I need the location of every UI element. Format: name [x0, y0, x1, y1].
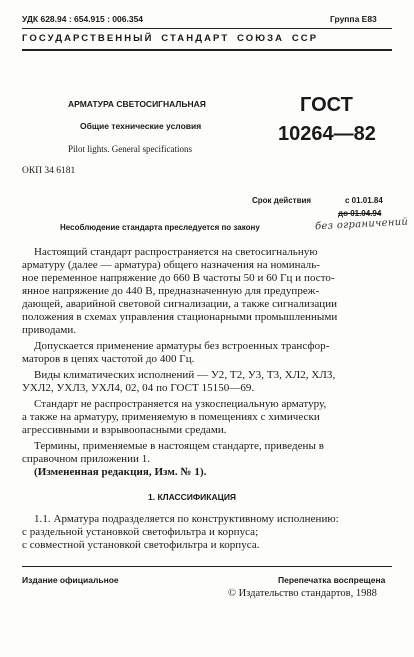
okp-code: ОКП 34 6181 [22, 166, 76, 176]
footer-rule [22, 566, 392, 567]
section-line: с раздельной установкой светофильтра и корпуса; [22, 526, 259, 538]
state-standard-banner: ГОСУДАРСТВЕННЫЙ СТАНДАРТ СОЮЗА ССР [22, 33, 319, 44]
validity-label: Срок действия [252, 196, 312, 205]
body-line: ное переменное напряжение до 660 В частоты 50 и 60 Гц и посто- [22, 272, 335, 284]
group-code: Группа Е83 [330, 14, 377, 24]
section-line: с совместной установкой светофильтра и корпуса. [22, 539, 260, 551]
body-line: а также на арматуру, применяемую в помещениях с химически [22, 411, 320, 423]
header-top-rule [22, 28, 392, 29]
document-subtitle: Общие технические условия [80, 121, 202, 131]
body-line: Стандарт не распространяется на узкоспециальную арматуру, [34, 398, 327, 410]
copyright-line: © Издательство стандартов, 1988 [228, 588, 377, 599]
body-line: справочном приложении 1. [22, 453, 151, 465]
edition-note: (Измененная редакция, Изм. № 1). [34, 466, 207, 478]
body-line: агрессивными и взрывоопасными средами. [22, 424, 227, 436]
validity-from: с 01.01.84 [345, 196, 383, 205]
gost-label: ГОСТ [300, 94, 353, 116]
body-line: УХЛ2, УХЛ3, УХЛ4, 02, 04 по ГОСТ 15150—69. [22, 382, 255, 394]
body-line: Виды климатических исполнений — У2, Т2, У3, Т3, ХЛ2, ХЛ3, [34, 369, 336, 381]
english-title: Pilot lights. General specifications [68, 144, 192, 154]
body-line: Допускается применение арматуры без встроенных трансфор- [34, 340, 330, 352]
handwritten-note: без ограничений [314, 216, 409, 233]
validity-to-struck: до 01.04.94 [338, 209, 382, 218]
gost-number: 10264—82 [278, 123, 376, 145]
header-bottom-rule [22, 49, 392, 51]
body-line: дающей, аварийной световой сигнализации, а также сигнализации [22, 298, 338, 310]
body-line: приводами. [22, 324, 77, 336]
udc-code: УДК 628.94 : 654.915 : 006.354 [22, 14, 144, 24]
body-line: Термины, применяемые в настоящем стандарте, приведены в [34, 440, 324, 452]
body-line: маторов в цепях частотой до 400 Гц. [22, 353, 195, 365]
penalty-notice: Несоблюдение стандарта преследуется по закону [60, 223, 260, 232]
section-line: 1.1. Арматура подразделяется по конструктивному исполнению: [34, 513, 339, 525]
body-line: Настоящий стандарт распространяется на светосигнальную [34, 246, 318, 258]
official-edition-label: Издание официальное [22, 575, 119, 585]
document-title: АРМАТУРА СВЕТОСИГНАЛЬНАЯ [68, 99, 206, 109]
section-heading: 1. КЛАССИФИКАЦИЯ [148, 492, 237, 502]
body-line: положения в схемах управления стационарными промышленными [22, 311, 338, 323]
reprint-prohibited-label: Перепечатка воспрещена [278, 575, 386, 585]
body-line: янное напряжение до 440 В, предназначенную для предупреж- [22, 285, 320, 297]
body-line: арматуру (далее — арматура) общего назначения на номиналь- [22, 259, 320, 271]
